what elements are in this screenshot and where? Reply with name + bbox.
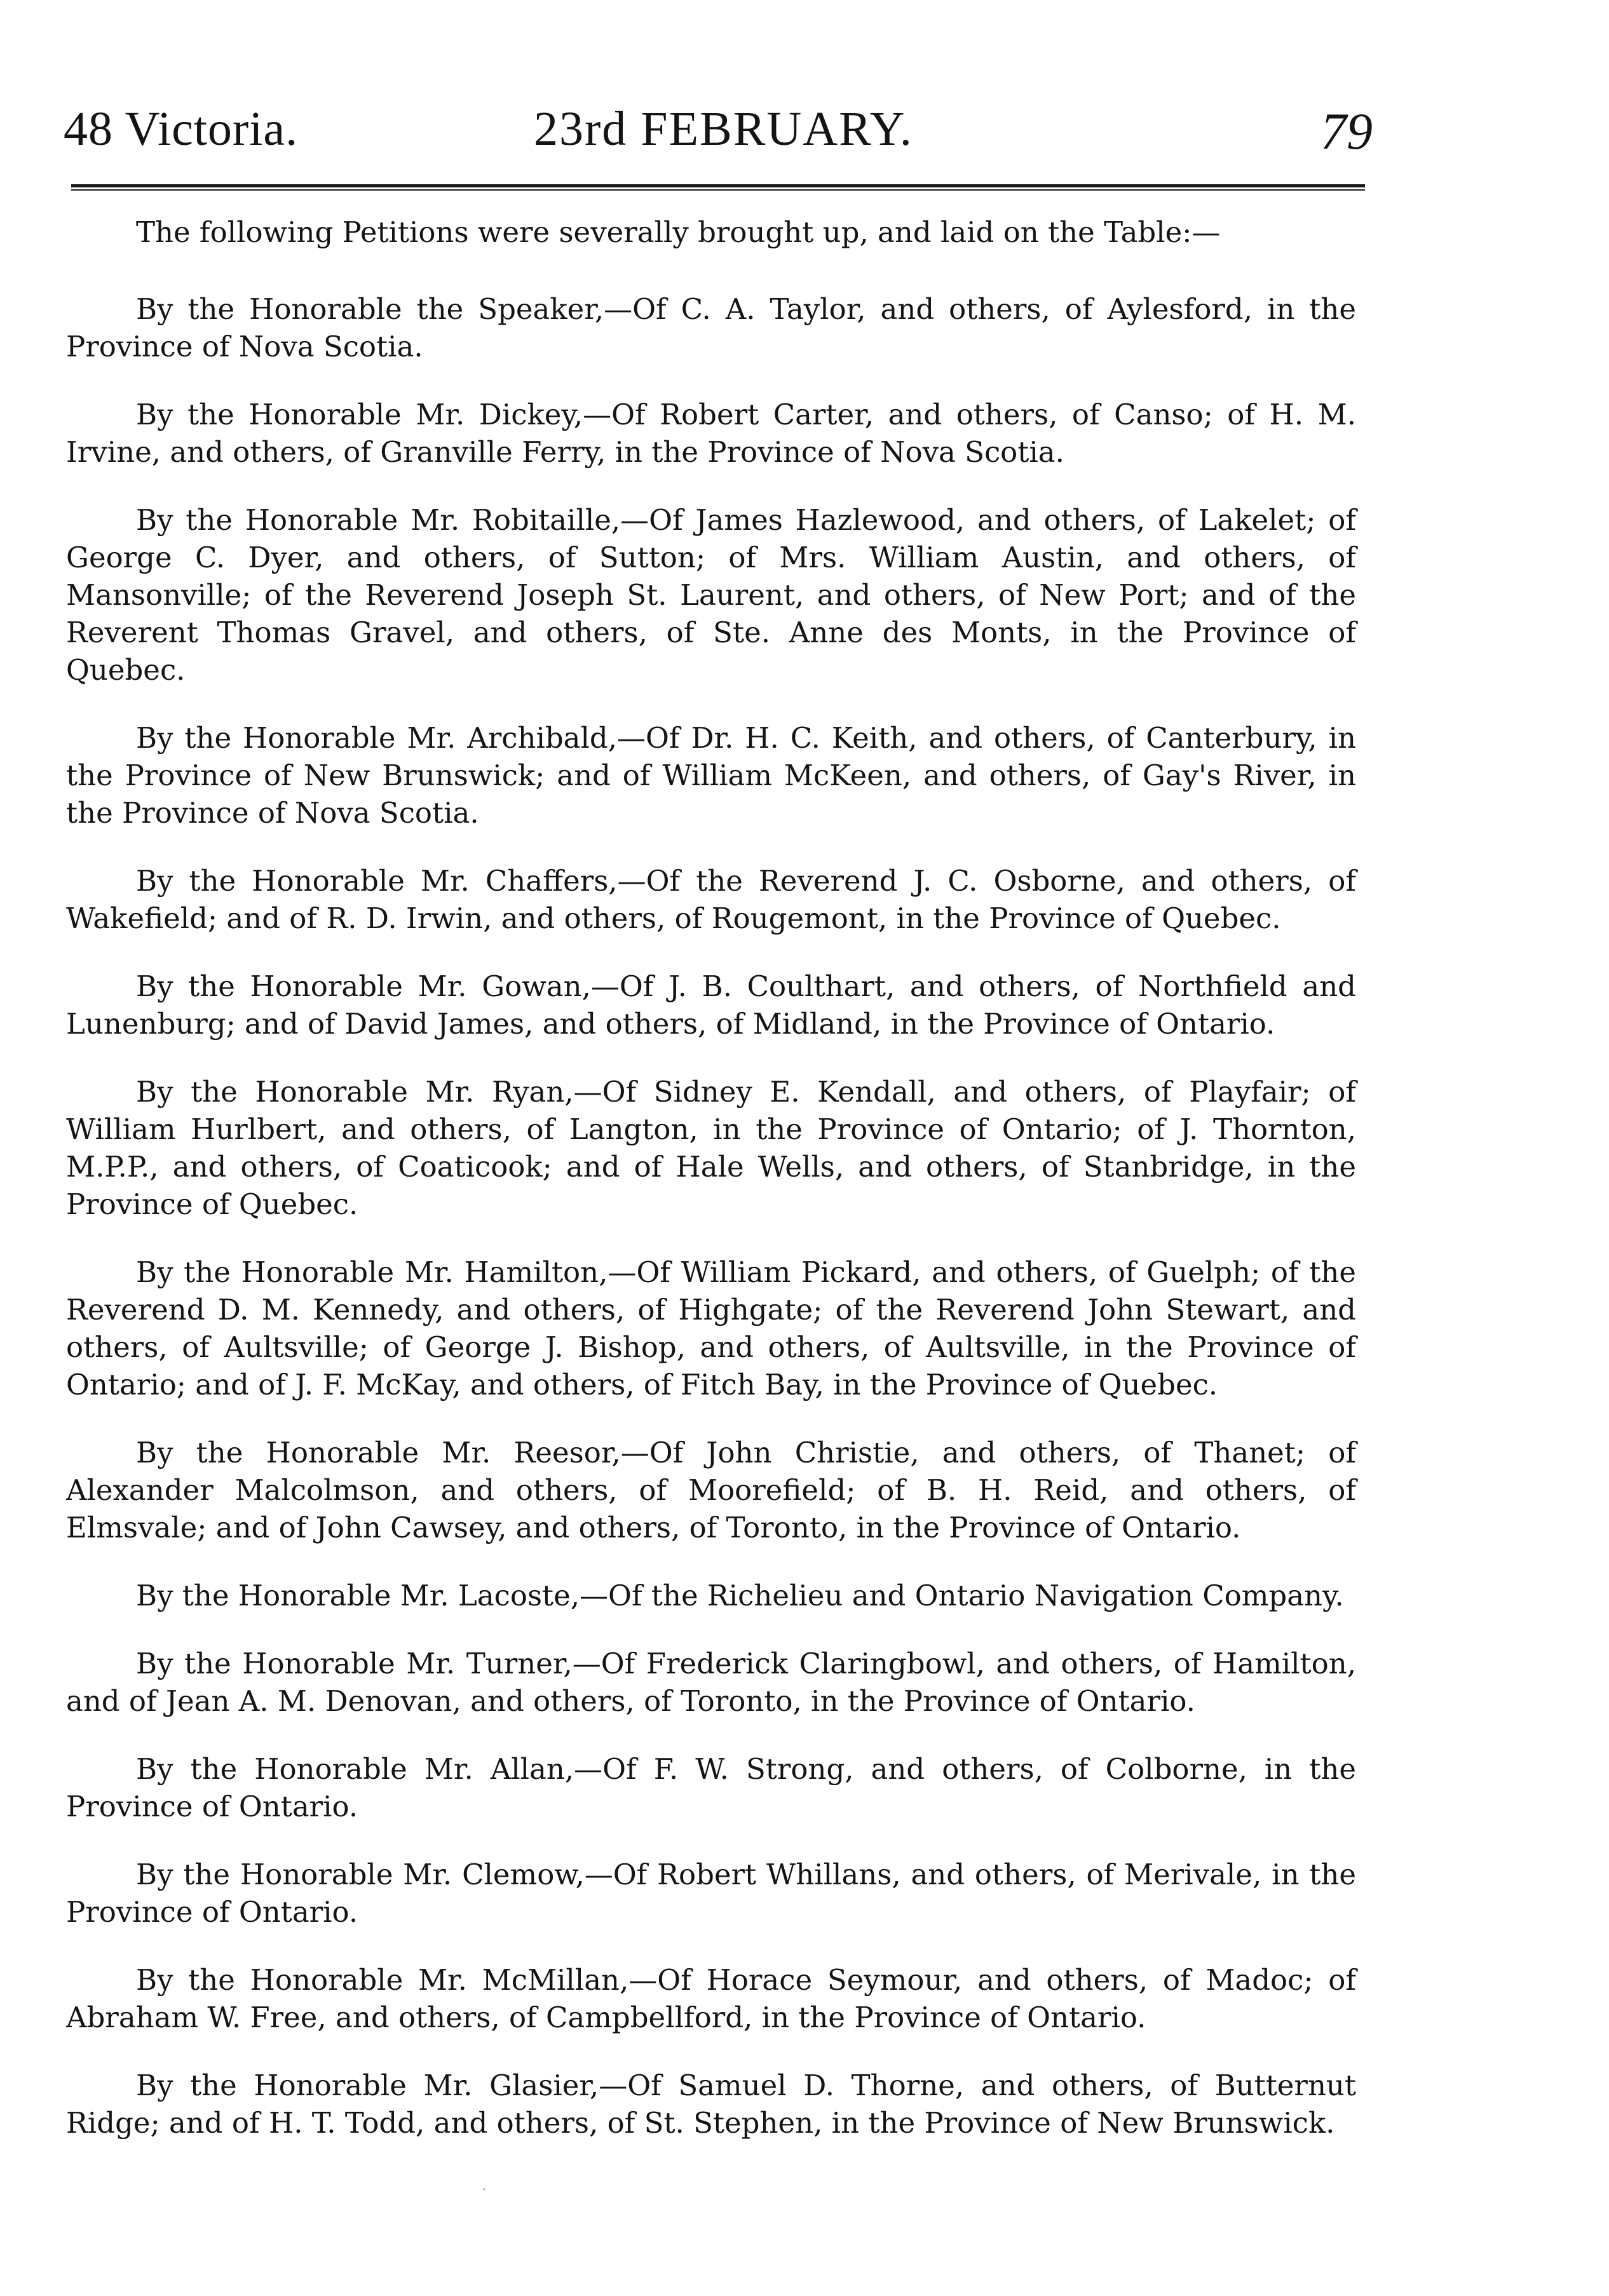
petition-paragraph: By the Honorable the Speaker,—Of C. A. Taylor, and others, of Aylesford, in the Province of Nova Scotia. <box>66 292 1356 363</box>
header-rule <box>71 184 1365 191</box>
petition-paragraph: By the Honorable Mr. Reesor,—Of John Christie, and others, of Thanet; of Alexander Malcolmson, and others, of Moorefield; of B. H. Reid, and others, of Elmsvale; and of John Cawsey, and others, of Toronto, in the Province of Ontario. <box>66 1436 1356 1544</box>
petition-paragraph: By the Honorable Mr. Lacoste,—Of the Richelieu and Ontario Navigation Company. <box>136 1579 1344 1612</box>
page-body <box>66 213 1356 2172</box>
intro-paragraph: The following Petitions were severally brought up, and laid on the Table:— <box>136 215 1221 249</box>
petition-paragraph: By the Honorable Mr. Robitaille,—Of James Hazlewood, and others, of Lakelet; of George C. Dyer, and others, of Sutton; of Mrs. William Austin, and others, of Mansonville; of the Reverend Joseph St. Laurent, and others, of New Port; and of the Reverent Thomas Gravel, and others, of Ste. Anne des Monts, in the Province of Quebec. <box>66 503 1356 687</box>
petition-paragraph: By the Honorable Mr. Chaffers,—Of the Reverend J. C. Osborne, and others, of Wakefield; and of R. D. Irwin, and others, of Rougemont, in the Province of Quebec. <box>66 864 1356 935</box>
page-header <box>64 102 1373 178</box>
session-label: 48 Victoria. <box>64 102 299 156</box>
petition-paragraph: By the Honorable Mr. Turner,—Of Frederick Claringbowl, and others, of Hamilton, and of Jean A. M. Denovan, and others, of Toronto, in the Province of Ontario. <box>66 1647 1356 1718</box>
header-rule-thin <box>71 189 1365 191</box>
header-rule-thick <box>71 184 1365 187</box>
petition-paragraph: By the Honorable Mr. Clemow,—Of Robert Whillans, and others, of Merivale, in the Province of Ontario. <box>66 1858 1356 1929</box>
petition-paragraph: By the Honorable Mr. McMillan,—Of Horace Seymour, and others, of Madoc; of Abraham W. Free, and others, of Campbellford, in the Province of Ontario. <box>66 1963 1356 2034</box>
petition-paragraph: By the Honorable Mr. Dickey,—Of Robert Carter, and others, of Canso; of H. M. Irvine, and others, of Granville Ferry, in the Province of Nova Scotia. <box>66 398 1356 469</box>
petition-paragraph: By the Honorable Mr. Hamilton,—Of William Pickard, and others, of Guelph; of the Reverend D. M. Kennedy, and others, of Highgate; of the Reverend John Stewart, and others, of Aultsville; of George J. Bishop, and others, of Aultsville, in the Province of Ontario; and of J. F. McKay, and others, of Fitch Bay, in the Province of Quebec. <box>66 1255 1356 1401</box>
petition-paragraph: By the Honorable Mr. Glasier,—Of Samuel D. Thorne, and others, of Butternut Ridge; and of H. T. Todd, and others, of St. Stephen, in the Province of New Brunswick. <box>66 2069 1356 2140</box>
petition-paragraph: By the Honorable Mr. Gowan,—Of J. B. Coulthart, and others, of Northfield and Lunenburg; and of David James, and others, of Midland, in the Province of Ontario. <box>66 969 1356 1041</box>
petition-paragraph: By the Honorable Mr. Ryan,—Of Sidney E. Kendall, and others, of Playfair; of William Hurlbert, and others, of Langton, in the Province of Ontario; of J. Thornton, M.P.P., and others, of Coaticook; and of Hale Wells, and others, of Stanbridge, in the Province of Quebec. <box>66 1075 1356 1221</box>
petition-paragraph: By the Honorable Mr. Archibald,—Of Dr. H. C. Keith, and others, of Canterbury, in the Province of New Brunswick; and of William McKeen, and others, of Gay's River, in the Province of Nova Scotia. <box>66 721 1356 830</box>
date-heading: 23rd FEBRUARY. <box>534 102 913 156</box>
print-speck <box>483 2188 485 2191</box>
petition-paragraph: By the Honorable Mr. Allan,—Of F. W. Strong, and others, of Colborne, in the Province of Ontario. <box>66 1752 1356 1823</box>
page-number: 79 <box>1320 102 1373 160</box>
